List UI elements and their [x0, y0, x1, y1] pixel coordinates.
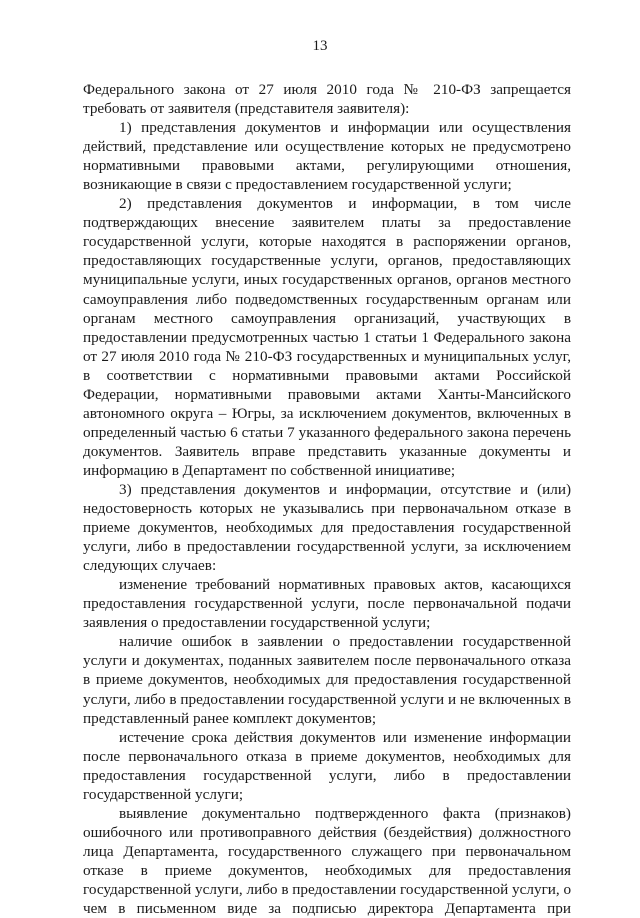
text-line: услуги и документах, поданных заявителем после первоначального отказа [83, 652, 571, 670]
text-line: после первоначального отказа в приеме документов, необходимых для [83, 747, 571, 765]
text-line: действий, представление или осуществление которых не предусмотрено [83, 138, 571, 156]
text-line: услуги, либо в предоставлении государственной услуги, за исключением [83, 538, 571, 556]
text-line: государственной услуги; [83, 785, 244, 803]
text-line: недостоверность которых не указывались при первоначальном отказе в [83, 500, 571, 518]
body-text [83, 80, 571, 918]
text-line: отказе в приеме документов, необходимых для предоставления [83, 861, 571, 879]
text-line: чем в письменном виде за подписью директора Департамента при [83, 900, 571, 918]
text-line: представленный ранее комплект документов; [83, 709, 377, 727]
text-line: муниципальные услуги, иных государственных органов, органов местного [83, 271, 571, 289]
text-line: государственной услуги, либо в предоставлении государственной услуги, о [83, 880, 572, 898]
text-line: в соответствии с нормативными правовыми актами Российской [83, 366, 571, 384]
page-number: 13 [312, 38, 328, 54]
text-line: требовать от заявителя (представителя заявителя): [83, 100, 410, 118]
text-line: изменение требований нормативных правовых актов, касающихся [119, 576, 571, 594]
text-line: 2) представления документов и информации, в том числе [119, 195, 571, 213]
text-line: 3) представления документов и информации, отсутствие и (или) [119, 480, 571, 498]
text-line: определенный частью 6 статьи 7 указанного федерального закона перечень [83, 423, 571, 441]
text-line: заявления о предоставлении государственной услуги; [83, 614, 431, 632]
text-line: самоуправления либо подведомственных государственным органам или [83, 290, 571, 308]
text-line: предоставления государственной услуги, либо в предоставлении [83, 766, 571, 784]
text-line: ошибочного или противоправного действия (бездействия) должностного [83, 823, 571, 841]
text-line: услуги, либо в предоставлении государственной услуги и не включенных в [83, 690, 571, 708]
text-line: следующих случаев: [83, 557, 217, 575]
text-line: подтверждающих внесение заявителем платы за предоставление [83, 214, 571, 232]
text-line: автономного округа – Югры, за исключением документов, включенных в [83, 404, 571, 422]
text-line: Федерального закона от 27 июля 2010 года № 210-ФЗ запрещается [83, 81, 571, 98]
text-line: Федерации, нормативными правовыми актами Ханты-Мансийского [83, 385, 571, 403]
text-line: выявление документально подтвержденного факта (признаков) [119, 804, 571, 822]
text-line: государственной услуги, которые находятся в распоряжении органов, [83, 233, 571, 251]
text-line: предоставления государственной услуги, после первоначальной подачи [83, 595, 571, 613]
text-line: лица Департамента, государственного служащего при первоначальном [83, 842, 571, 860]
text-line: истечение срока действия документов или изменение информации [119, 728, 571, 746]
text-line: предоставляющих государственные услуги, органов, предоставляющих [83, 252, 571, 270]
text-line: документов. Заявитель вправе представить указанные документы и [83, 442, 571, 460]
text-line: наличие ошибок в заявлении о предоставлении государственной [119, 633, 571, 651]
text-line: информацию в Департамент по собственной инициативе; [83, 461, 456, 479]
text-line: 1) представления документов и информации или осуществления [119, 119, 571, 137]
text-line: предоставлении предусмотренных частью 1 статьи 1 Федерального закона [83, 328, 571, 346]
text-line: в приеме документов, необходимых для предоставления государственной [83, 671, 571, 689]
text-line: приеме документов, необходимых для предоставления государственной [83, 519, 571, 537]
text-line: от 27 июля 2010 года № 210-ФЗ государственных и муниципальных услуг, [83, 347, 571, 365]
text-line: возникающие в связи с предоставлением государственной услуги; [83, 176, 512, 194]
text-line: нормативными правовыми актами, регулирующими отношения, [83, 157, 571, 175]
text-line: органам местного самоуправления организаций, участвующих в [83, 309, 571, 327]
